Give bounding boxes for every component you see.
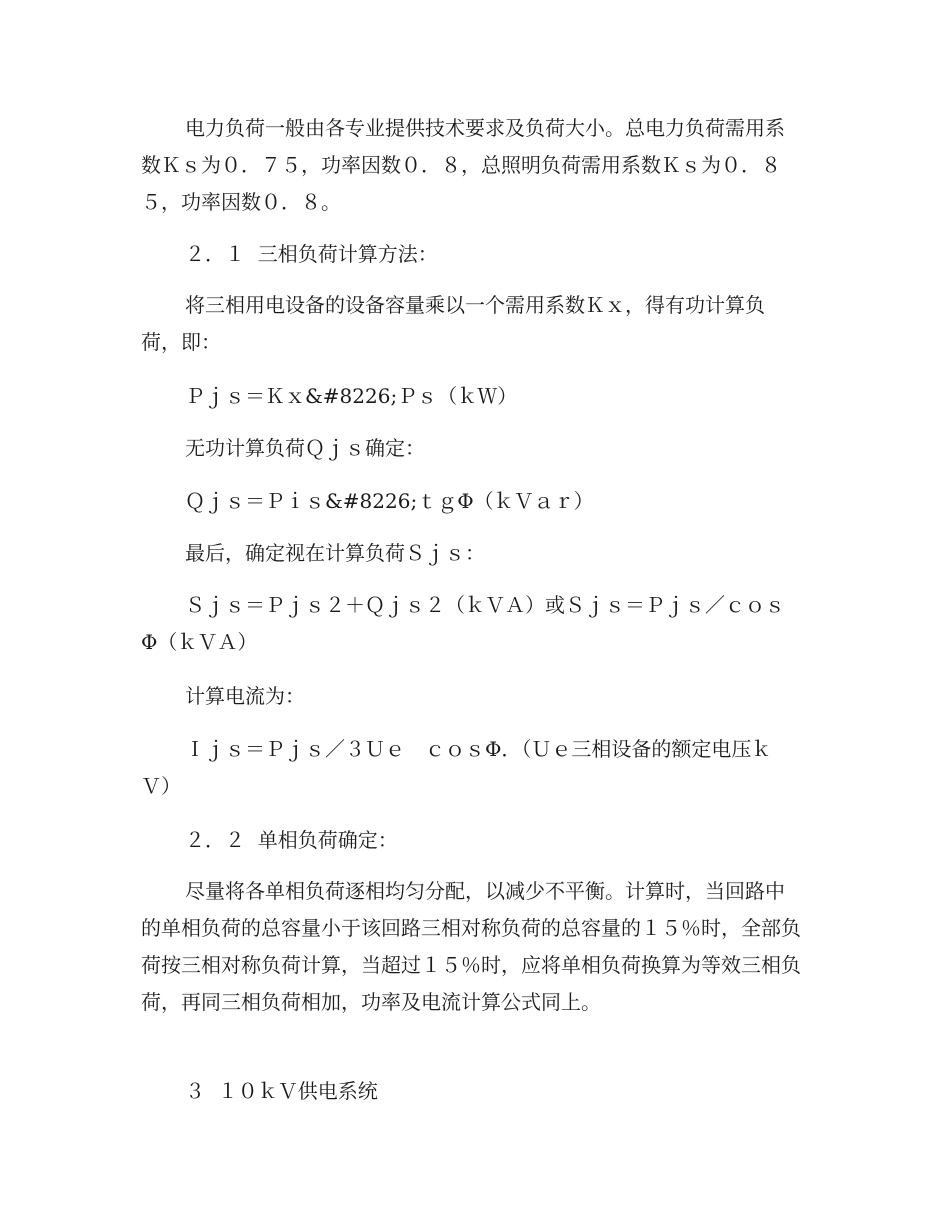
paragraph-single-phase: 尽量将各单相负荷逐相均匀分配，以减少不平衡。计算时，当回路中的单相负荷的总容量小于该回路三相对称负荷的总容量的１５％时，全部负荷按三相对称负荷计算，当超过１５％时，应将单相负荷换算为等效三相负荷，再同三相负荷相加，功率及电流计算公式同上。: [141, 879, 801, 1014]
paragraph-reactive-load: 无功计算负荷Ｑｊｓ确定：: [185, 436, 425, 460]
formula-sjs: Ｓｊｓ＝Ｐｊｓ２＋Ｑｊｓ２（ｋＶＡ）或Ｓｊｓ＝Ｐｊｓ／ｃｏｓΦ（ｋＶＡ）: [141, 593, 785, 654]
paragraph-current: 计算电流为：: [185, 684, 305, 708]
formula-pjs: Ｐｊｓ＝Ｋｘ&#8226;Ｐｓ（ｋＷ）: [185, 384, 518, 408]
formula-qjs: Ｑｊｓ＝Ｐｉｓ&#8226;ｔｇΦ（ｋＶａｒ）: [185, 489, 594, 513]
paragraph-load-intro: 电力负荷一般由各专业提供技术要求及负荷大小。总电力负荷需用系数Ｋｓ为０．７５，功率因数０．８，总照明负荷需用系数Ｋｓ为０．８５，功率因数０．８。: [141, 116, 785, 214]
heading-3: ３ １０ｋＶ供电系统: [185, 1079, 378, 1103]
heading-2-2: ２．２ 单相负荷确定：: [185, 828, 398, 852]
paragraph-three-phase-method: 将三相用电设备的设备容量乘以一个需用系数Ｋｘ，得有功计算负荷，即：: [141, 293, 765, 354]
heading-2-1: ２．１ 三相负荷计算方法：: [185, 242, 438, 266]
paragraph-apparent-load: 最后，确定视在计算负荷Ｓｊｓ：: [185, 541, 485, 565]
formula-ijs: Ｉｊｓ＝Ｐｊｓ／３Ｕｅ ｃｏｓΦ．（Ｕｅ三相设备的额定电压ｋＶ）: [141, 737, 772, 798]
